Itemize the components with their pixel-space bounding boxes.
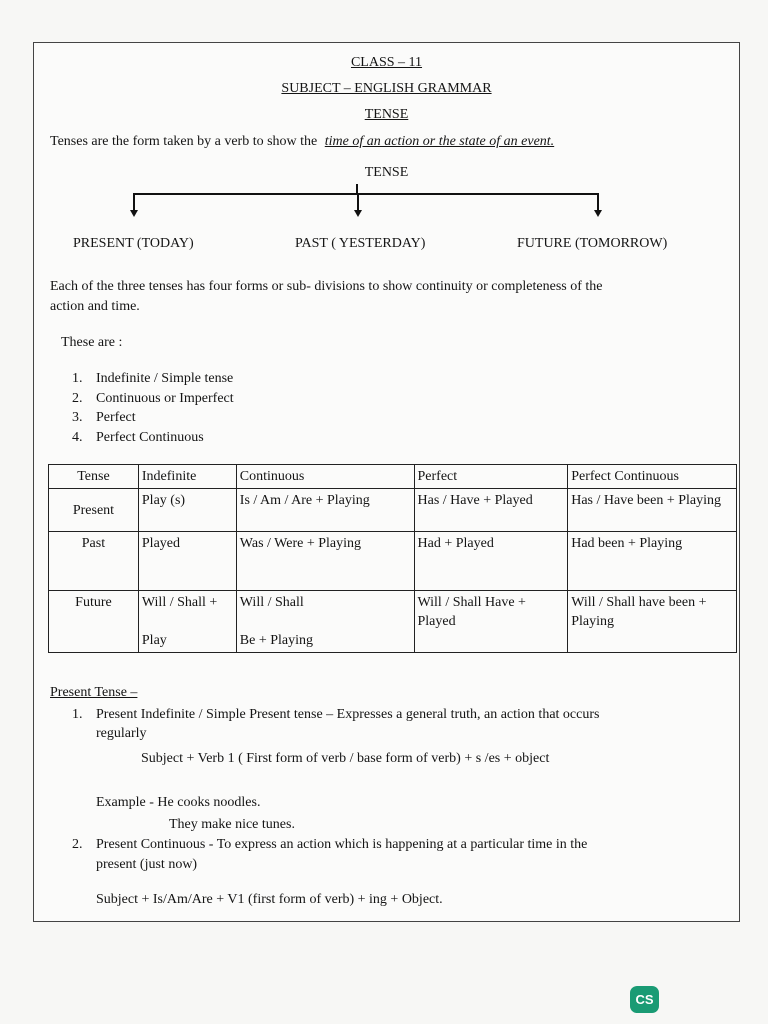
- list-item: 4. Perfect Continuous: [72, 429, 204, 445]
- table-cell: Will / Shall + Play: [138, 591, 236, 653]
- table-header-cell: Indefinite: [138, 465, 236, 489]
- table-cell: Will / Shall have been + Playing: [568, 591, 737, 653]
- diagram-bar: [133, 193, 599, 195]
- table-cell: Played: [138, 532, 236, 591]
- class-heading: CLASS – 11: [350, 55, 423, 70]
- subject-heading: SUBJECT – ENGLISH GRAMMAR: [281, 81, 492, 96]
- table-header-cell: Perfect: [414, 465, 568, 489]
- list-item: 1. Indefinite / Simple tense: [72, 371, 234, 386]
- table-header-cell: Perfect Continuous: [568, 465, 737, 489]
- arrow-down-icon: [594, 210, 602, 217]
- tense-table: [48, 464, 737, 653]
- table-cell: Will / Shall Have + Played: [414, 591, 568, 653]
- topic-heading: TENSE: [364, 107, 409, 122]
- formula-2: Subject + Is/Am/Are + V1 (first form of verb) + ing + Object.: [96, 892, 443, 907]
- table-cell: Has / Have been + Playing: [568, 489, 737, 532]
- table-cell: Future: [49, 591, 139, 653]
- para-line-2: action and time.: [50, 299, 140, 314]
- branch-present: PRESENT (TODAY): [73, 236, 194, 251]
- intro-text: Tenses are the form taken by a verb to show the: [50, 134, 318, 149]
- these-are-label: These are :: [61, 335, 123, 350]
- list-item: 2. Continuous or Imperfect: [72, 390, 234, 406]
- table-cell: Had been + Playing: [568, 532, 737, 591]
- arrow-down-icon: [354, 210, 362, 217]
- item1-line-2: regularly: [96, 726, 147, 741]
- item2-num: 2.: [72, 837, 83, 852]
- table-header-cell: Tense: [49, 465, 139, 489]
- formula-1: Subject + Verb 1 ( First form of verb / base form of verb) + s /es + object: [141, 751, 550, 766]
- item1-num: 1.: [72, 707, 83, 722]
- example-line-1: Example - He cooks noodles.: [96, 795, 261, 810]
- item2-line-2: present (just now): [96, 857, 198, 872]
- item1-line-1: Present Indefinite / Simple Present tense – Expresses a general truth, an action that occurs: [96, 707, 600, 722]
- table-cell: Will / Shall Be + Playing: [236, 591, 414, 653]
- arrow-down-icon: [130, 210, 138, 217]
- table-row: [49, 489, 737, 532]
- example-line-2: They make nice tunes.: [169, 817, 295, 832]
- table-cell: Present: [49, 489, 139, 532]
- table-header-cell: Continuous: [236, 465, 414, 489]
- table-cell: Has / Have + Played: [414, 489, 568, 532]
- diagram-root: TENSE: [364, 165, 409, 180]
- table-cell: Had + Played: [414, 532, 568, 591]
- branch-future: FUTURE (TOMORROW): [517, 236, 668, 251]
- table-cell: Is / Am / Are + Playing: [236, 489, 414, 532]
- diagram-stem: [356, 184, 358, 193]
- document-page: [33, 42, 740, 922]
- table-header-row: [49, 465, 737, 489]
- table-cell: Play (s): [138, 489, 236, 532]
- table-cell: Was / Were + Playing: [236, 532, 414, 591]
- intro-italic: time of an action or the state of an event.: [324, 134, 555, 149]
- item2-line-1: Present Continuous - To express an action which is happening at a particular time in the: [96, 837, 588, 852]
- table-cell: Past: [49, 532, 139, 591]
- table-row: [49, 532, 737, 591]
- intro-line: [50, 133, 554, 151]
- table-row: [49, 591, 737, 653]
- para-line-1: Each of the three tenses has four forms or sub- divisions to show continuity or completeness of the: [50, 279, 603, 294]
- forms-list: [72, 370, 234, 448]
- present-tense-heading: Present Tense –: [50, 685, 138, 700]
- list-item: 3. Perfect: [72, 410, 136, 425]
- camscanner-logo: CS: [630, 986, 659, 1013]
- branch-past: PAST ( YESTERDAY): [295, 236, 426, 251]
